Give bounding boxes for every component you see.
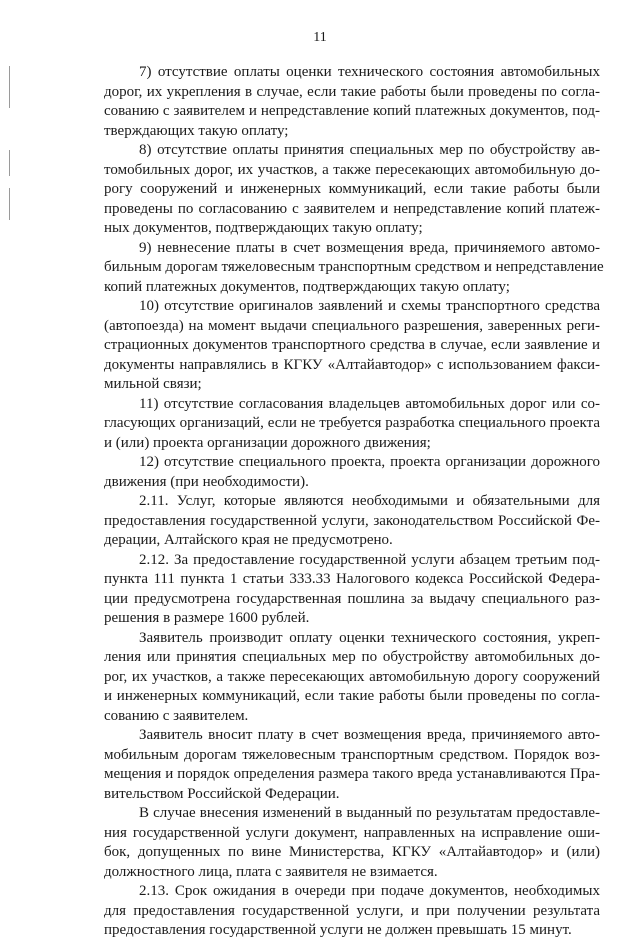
text-line: 11) отсутствие согласования владельцев автомобильных дорог или со- [139, 395, 600, 412]
text-line: (автопоезда) на момент выдачи специального разрешения, заверенных реги- [104, 317, 600, 334]
paragraph-item-12 [104, 453, 600, 492]
paragraph-item-10 [104, 297, 600, 395]
text-line: мобильным дорогам тяжеловесным транспортным средством. Порядок воз- [104, 746, 600, 763]
text-line: 2.11. Услуг, которые являются необходимыми и обязательными для [139, 493, 600, 509]
text-line: сованию с заявителем. [104, 707, 249, 724]
text-line: бок, допущенных по вине Министерства, КГКУ «Алтайавтодор» и (или) [104, 844, 600, 860]
text-line: вительством Российской Федерации. [104, 785, 340, 802]
text-line: проведены по согласованию с заявителем и непредставление копий платеж- [104, 200, 600, 217]
text-line: предоставления государственной услуги не должен превышать 15 минут. [104, 922, 572, 938]
text-line: мильной связи; [104, 376, 202, 392]
paragraph-item-8 [104, 141, 600, 239]
paragraph-clause-2-13 [104, 882, 600, 941]
text-line: пункта 111 пункта 1 статьи 333.33 Налогового кодекса Российской Федера- [104, 571, 600, 587]
paragraph-clause-2-11 [104, 492, 600, 551]
text-line: тверждающих такую оплату; [104, 122, 289, 139]
text-line: 12) отсутствие специального проекта, проекта организации дорожного [139, 454, 600, 470]
text-line: томобильных дорог, их участков, а также пересекающих автомобильную до- [104, 161, 600, 178]
paragraph-corrections-no-fee [104, 804, 600, 882]
text-line: дорог, их укрепления в случае, если такие работы были проведены по согла- [104, 83, 600, 100]
text-line: предоставления государственной услуги, законодательством Российской Фе- [104, 512, 600, 529]
text-line: и (или) проекта организации дорожного движения; [104, 434, 431, 451]
text-line: документы направлялись в КГКУ «Алтайавтодор» с использованием факси- [104, 356, 600, 373]
text-line: ния государственной услуги документ, направленных на исправление оши- [104, 824, 600, 841]
text-line: 10) отсутствие оригиналов заявлений и схемы транспортного средства [139, 298, 600, 314]
text-line: Заявитель производит оплату оценки технического состояния, укреп- [139, 629, 600, 646]
text-line: 7) отсутствие оплаты оценки технического состояния автомобильных [139, 64, 600, 80]
text-line: должностного лица, плата с заявителя не взимается. [104, 863, 438, 880]
text-line: 2.12. За предоставление государственной услуги абзацем третьим под- [139, 551, 600, 568]
text-line: ции предусмотрена государственная пошлина за выдачу специального раз- [104, 590, 600, 607]
text-line: гласующих организаций, если не требуется разработка специального проекта [104, 415, 600, 431]
text-line: рог, их участков, а также пересекающих автомобильную дорогу сооружений [104, 668, 600, 685]
text-line: Заявитель вносит плату в счет возмещения вреда, причиняемого авто- [139, 727, 600, 743]
paragraph-clause-2-12 [104, 551, 600, 629]
text-line: дерации, Алтайского края не предусмотрено. [104, 532, 393, 548]
text-line: В случае внесения изменений в выданный по результатам предоставле- [139, 805, 600, 821]
paragraph-item-7 [104, 63, 600, 141]
text-line: 8) отсутствие оплаты принятия специальных мер по обустройству ав- [139, 142, 600, 158]
paragraph-item-9 [104, 239, 604, 298]
text-line: 9) невнесение платы в счет возмещения вреда, причиняемого автомо- [139, 239, 600, 256]
margin-mark [9, 150, 10, 176]
text-line: 2.13. Срок ожидания в очереди при подаче документов, необходимых [139, 883, 600, 899]
paragraph-item-11 [104, 395, 600, 454]
text-line: копий платежных документов, подтверждающих такую оплату; [104, 278, 510, 295]
text-line: для предоставления государственной услуги, и при получении результата [104, 902, 600, 919]
text-line: мещения и порядок определения размера такого вреда устанавливаются Пра- [104, 766, 600, 782]
text-line: движения (при необходимости). [104, 473, 309, 490]
text-line: бильным дорогам тяжеловесным транспортным средством и непредставление [104, 259, 604, 275]
text-line: и инженерных коммуникаций, если такие работы были проведены по согла- [104, 688, 600, 704]
text-line: рогу сооружений и инженерных коммуникаций, если такие работы были [104, 181, 600, 197]
text-line: страционных документов транспортного средства в случае, если заявление и [104, 337, 600, 353]
paragraph-applicant-assessment-fee [104, 629, 600, 727]
text-line: сованию с заявителем и непредставление копий платежных документов, под- [104, 103, 600, 119]
document-body [104, 63, 604, 941]
text-line: решения в размере 1600 рублей. [104, 610, 310, 626]
text-line: ных документов, подтверждающих такую оплату; [104, 220, 423, 236]
page-number: 11 [313, 30, 327, 45]
margin-mark [9, 66, 10, 108]
margin-mark [9, 188, 10, 220]
text-line: ления или принятия специальных мер по обустройству автомобильных до- [104, 649, 600, 665]
paragraph-applicant-damage-fee [104, 726, 600, 804]
